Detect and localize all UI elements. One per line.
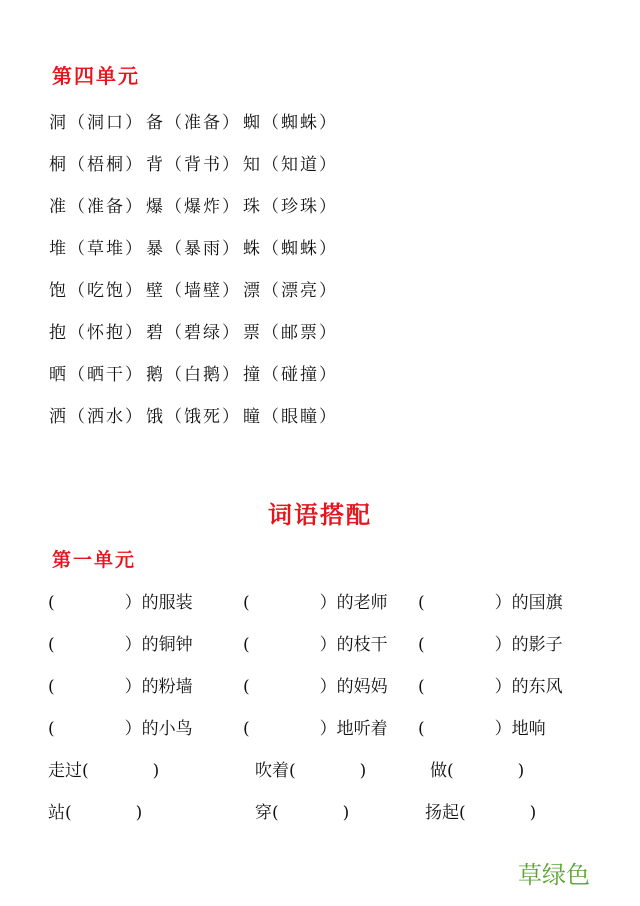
character-pair: 抱（怀抱） [49,323,144,343]
character-row [49,402,369,444]
character-row [49,192,369,234]
character-pair: 碧（碧绿） [146,323,241,343]
blank-phrase: ( ）的枝干 [243,635,388,655]
unit1-heading: 第一单元 [52,549,137,571]
blank-phrase: ( ）的小鸟 [48,719,193,739]
verb-phrase: 走过( ) [48,761,160,781]
blank-phrase: ( ）地响 [418,719,546,739]
character-row [49,108,369,150]
character-pair: 准（准备） [49,197,144,217]
character-pair: 桐（梧桐） [49,155,144,175]
blank-phrase: ( ）的服装 [48,593,193,613]
blank-phrase: ( ）的影子 [418,635,563,655]
character-pair: 壁（墙壁） [146,281,241,301]
blank-phrase: ( ）地听着 [243,719,388,739]
character-row [49,318,369,360]
blank-phrase: ( ）的老师 [243,593,388,613]
character-pair: 暴（暴雨） [146,239,241,259]
verb-phrase: 穿( ) [255,803,350,823]
unit4-heading: 第四单元 [52,64,140,88]
collocation-row [48,630,608,672]
character-row [49,150,369,192]
character-pair: 爆（爆炸） [146,197,241,217]
character-pair: 堆（草堆） [49,239,144,259]
blank-phrase: ( ）的妈妈 [243,677,388,697]
character-row [49,360,369,402]
watermark-text: 草绿色 [518,861,590,889]
blank-phrase: ( ）的东风 [418,677,563,697]
character-pair: 票（邮票） [243,323,338,343]
collocation-row [48,588,608,630]
verb-phrase: 吹着( ) [255,761,367,781]
blank-phrase: ( ）的国旗 [418,593,563,613]
character-pair: 饱（吃饱） [49,281,144,301]
character-pair: 备（准备） [146,113,241,133]
character-pair: 饿（饿死） [146,407,241,427]
collocation-exercise [48,588,608,840]
collocation-row [48,798,608,840]
character-pair: 背（背书） [146,155,241,175]
character-pair: 洞（洞口） [49,113,144,133]
character-row [49,234,369,276]
character-pair: 晒（晒干） [49,365,144,385]
verb-phrase: 扬起( ) [425,803,537,823]
character-pair: 珠（珍珠） [243,197,338,217]
unit4-character-list [49,108,369,444]
verb-phrase: 站( ) [48,803,143,823]
section-title: 词语搭配 [268,500,372,529]
character-pair: 蜘（蜘蛛） [243,113,338,133]
blank-phrase: ( ）的铜钟 [48,635,193,655]
collocation-row [48,714,608,756]
character-pair: 漂（漂亮） [243,281,338,301]
character-pair: 知（知道） [243,155,338,175]
verb-phrase: 做( ) [430,761,525,781]
character-row [49,276,369,318]
collocation-row [48,756,608,798]
collocation-row [48,672,608,714]
character-pair: 洒（洒水） [49,407,144,427]
character-pair: 鹅（白鹅） [146,365,241,385]
character-pair: 撞（碰撞） [243,365,338,385]
blank-phrase: ( ）的粉墙 [48,677,193,697]
character-pair: 蛛（蜘蛛） [243,239,338,259]
character-pair: 瞳（眼瞳） [243,407,338,427]
